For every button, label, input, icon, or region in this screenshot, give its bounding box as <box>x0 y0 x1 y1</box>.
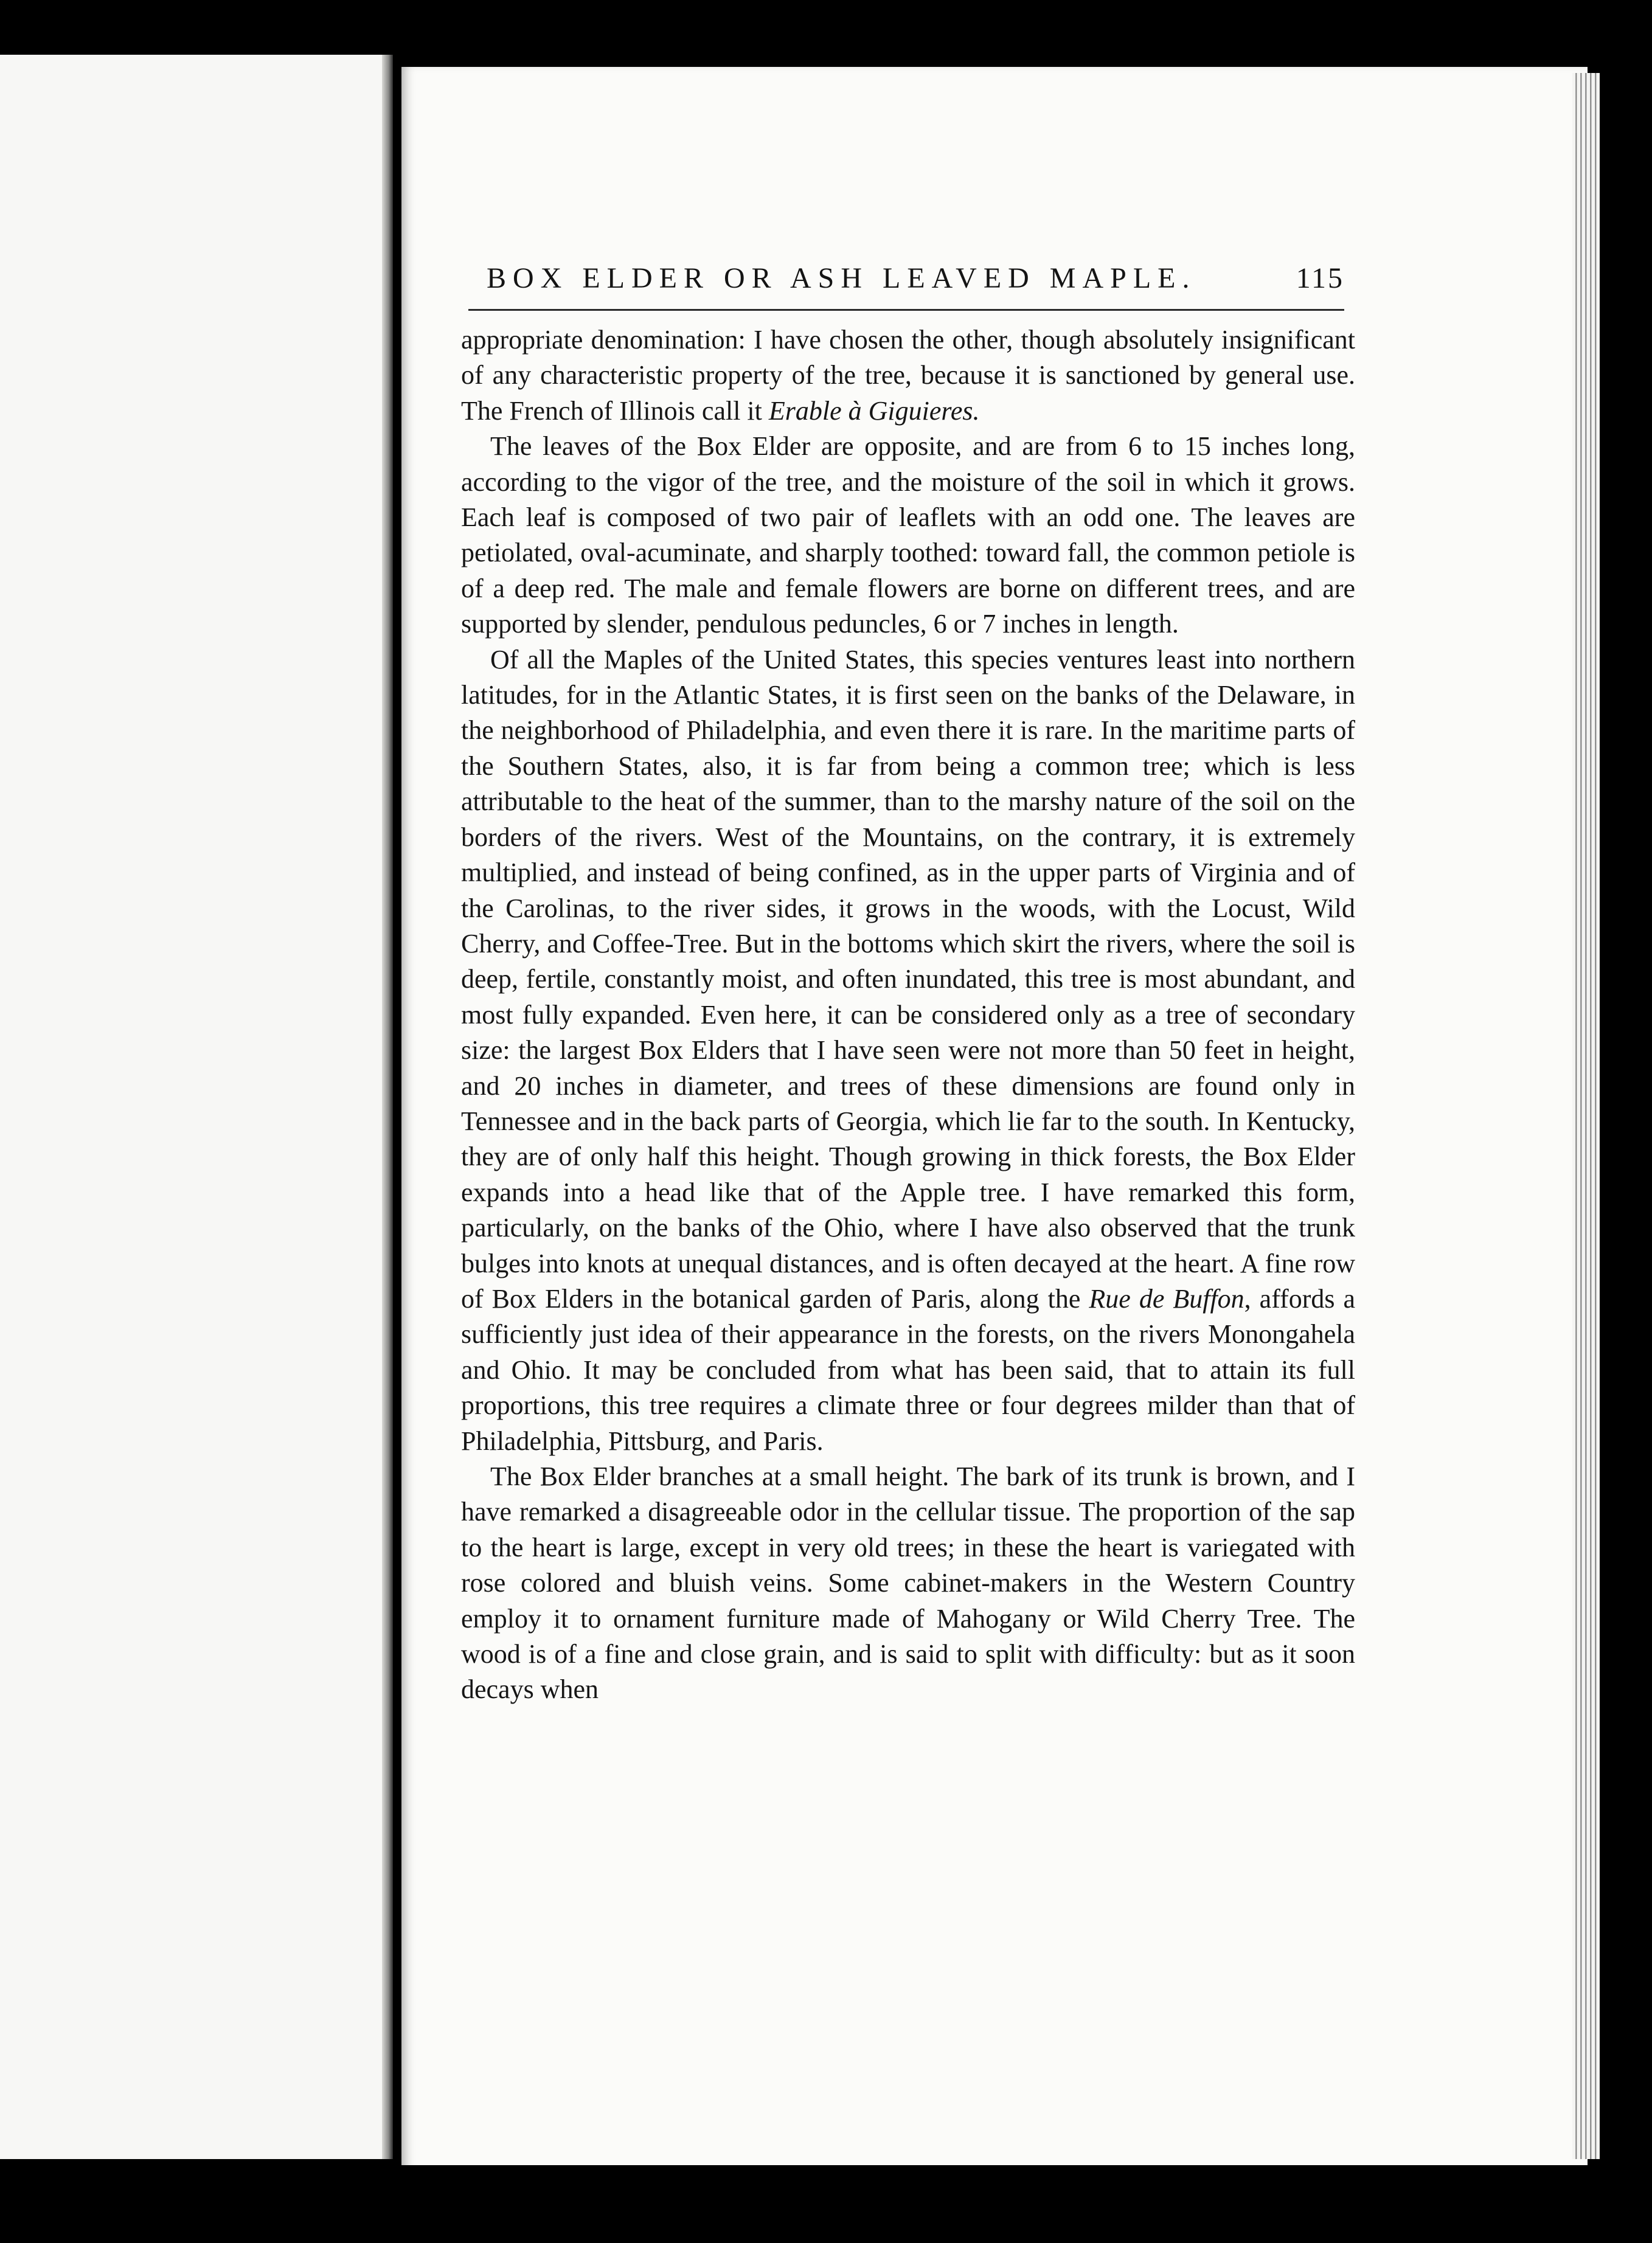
italic-phrase: Erable à Giguieres. <box>768 395 980 426</box>
italic-phrase: Rue de Buffon <box>1089 1283 1244 1314</box>
page-number: 115 <box>1296 262 1344 294</box>
scan-border <box>401 2165 1594 2183</box>
text-run: The Box Elder branches at a small height. The bark of its trunk is brown, and I have remarked a disagreeable odor in the cellular tissue. The proportion of the sap to the heart is large, except in very old trees; in these the heart is variegated with rose colored and bluish veins. Some cabinet-makers in the Western Country employ it to ornament furniture made of Mahogany or Wild Cherry Tree. The wood is of a fine and close grain, and is said to split with difficulty: but as it soon decays when <box>461 1461 1355 1705</box>
text-run: The leaves of the Box Elder are opposite, and are from 6 to 15 inches long, according to the vigor of the tree, and the moisture of the soil in which it grows. Each leaf is composed of two pair of leaflets with an odd one. The leaves are petiolated, oval-acuminate, and sharply toothed: toward fall, the common petiole is of a deep red. The male and female flowers are borne on different trees, and are supported by slender, pendulous peduncles, 6 or 7 inches in length. <box>461 431 1355 639</box>
text-run: Of all the Maples of the United States, this species ventures least into northern latitudes, for in the Atlantic States, it is first seen on the banks of the Delaware, in the neighborhood of Philadelphia, and even there it is rare. In the maritime parts of the Southern States, also, it is far from being a common tree; which is less attributable to the heat of the summer, than to the marshy nature of the soil on the borders of the rivers. West of the Mountains, on the contrary, it is extremely multiplied, and instead of being confined, as in the upper parts of Virginia and of the Carolinas, to the river sides, it grows in the woods, with the Locust, Wild Cherry, and Coffee-Tree. But in the bottoms which skirt the rivers, where the soil is deep, fertile, constantly moist, and often inundated, this tree is most abundant, and most fully expanded. Even here, it can be considered only as a tree of secondary size: the largest Box Elders that I have seen were not more than 50 feet in height, and 20 inches in diameter, and trees of these dimensions are found only in Tennessee and in the back parts of Georgia, which lie far to the south. In Kentucky, they are of only half this height. Though growing in thick forests, the Box Elder expands into a head like that of the Apple tree. I have remarked this form, particularly, on the banks of the Ohio, where I have also observed that the trunk bulges into knots at unequal distances, and is often decayed at the heart. A fine row of Box Elders in the botanical garden of Paris, along the <box>461 644 1355 1314</box>
page-edges <box>1572 73 1600 2159</box>
paragraph <box>461 322 1355 429</box>
book-gutter <box>382 55 393 2159</box>
paragraph <box>461 429 1355 642</box>
running-head: BOX ELDER OR ASH LEAVED MAPLE. <box>487 262 1196 294</box>
facing-blank-page <box>0 55 389 2159</box>
body-text <box>461 322 1355 1708</box>
text-run: , affords a sufficiently just idea of their appearance in the forests, on the rivers Monongahela and Ohio. It may be concluded from what has been said, that to attain its full proportions, this tree requires a climate three or four degrees milder than that of Philadelphia, Pittsburg, and Paris. <box>461 1283 1355 1456</box>
header-rule <box>468 309 1344 311</box>
page-header <box>487 262 1344 310</box>
paragraph <box>461 642 1355 1459</box>
text-run: appropriate denomination: I have chosen the other, though absolutely insignificant of any characteristic property of the tree, because it is sanctioned by general use. The French of Illinois call it <box>461 325 1355 426</box>
paragraph <box>461 1459 1355 1708</box>
